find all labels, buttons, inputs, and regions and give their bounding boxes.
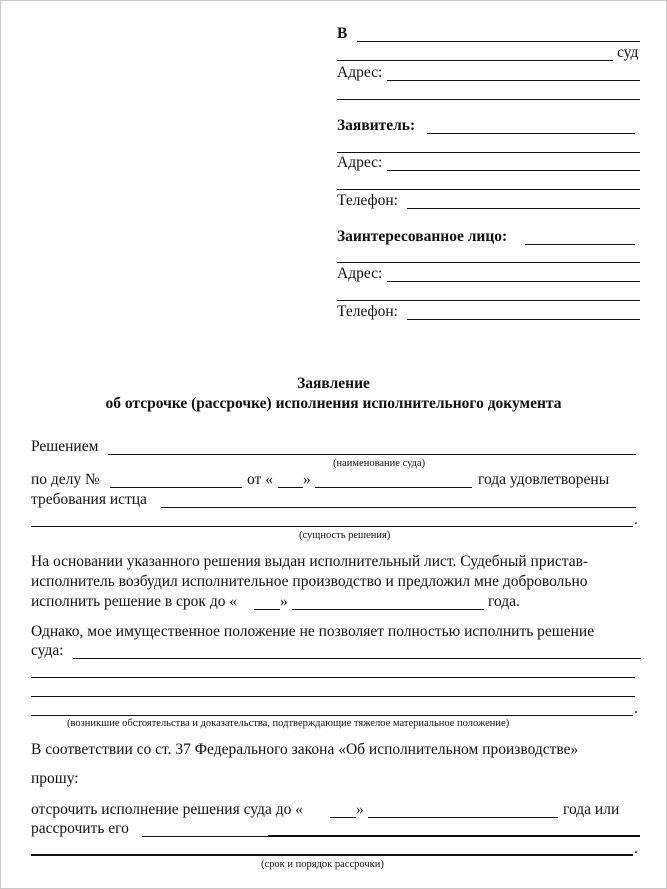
installments-period: . (634, 840, 638, 857)
applicant-address-line (387, 170, 640, 171)
court-name-line (108, 454, 636, 455)
defer-b: » (356, 801, 364, 818)
applicant-line (427, 133, 635, 134)
applicant-line-2 (337, 152, 640, 153)
installments-line (268, 835, 640, 837)
claims-line (161, 507, 636, 508)
interested-address-line-2 (337, 300, 640, 301)
installments-label: рассрочить его (31, 820, 129, 837)
claims-line-2 (31, 526, 633, 527)
ask-label: прошу: (31, 770, 79, 787)
p1-line3-a: исполнить решение в срок до « (31, 593, 238, 610)
interested-phone-line (407, 319, 640, 320)
essence-caption: (сущность решения) (299, 530, 391, 541)
court-line-2 (337, 60, 613, 61)
applicant-label: Заявитель: (337, 117, 416, 134)
circumstances-line-4 (31, 715, 633, 716)
decision-label: Решением (31, 438, 99, 455)
deadline-day-line (254, 609, 280, 610)
address-line (387, 80, 640, 81)
defer-c: года или (563, 801, 620, 818)
interested-label: Заинтересованное лицо: (337, 228, 508, 245)
satisfied-label: года удовлетворены (478, 471, 610, 488)
applicant-phone-line (407, 208, 640, 209)
installments-line-thin (142, 836, 268, 837)
applicant-address-label: Адрес: (337, 154, 383, 171)
case-label: по делу № (31, 471, 100, 488)
interested-address-label: Адрес: (337, 265, 383, 282)
claims-period: . (634, 511, 638, 528)
defer-day-line (330, 817, 356, 818)
law-line: В соответствии со ст. 37 Федерального закона «Об исполнительном производстве» (31, 741, 579, 758)
day-line (278, 487, 303, 488)
interested-phone-label: Телефон: (337, 303, 398, 320)
p1-line2: исполнитель возбудил исполнительное производство и предложил мне добровольно (31, 573, 588, 590)
p1-line3-b: » (280, 593, 288, 610)
p2-line1: Однако, мое имущественное положение не позволяет полностью исполнить решение (31, 623, 595, 640)
circumstances-period: . (634, 700, 638, 717)
from-open: от « (247, 471, 273, 488)
court-suffix: суд (617, 44, 639, 61)
p1-line1: На основании указанного решения выдан исполнительный лист. Судебный пристав- (31, 553, 589, 570)
doc-title: Заявление (297, 375, 370, 392)
interested-address-line (387, 281, 640, 282)
applicant-phone-label: Телефон: (337, 192, 398, 209)
applicant-address-line-2 (337, 189, 640, 190)
case-number-line (110, 487, 242, 488)
circumstances-line-1 (73, 658, 641, 659)
schedule-caption: (срок и порядок рассрочки) (261, 859, 384, 870)
defer-a: отсрочить исполнение решения суда до « (31, 801, 303, 818)
from-close: » (303, 471, 311, 488)
to-label: В (337, 25, 348, 42)
month-line (315, 487, 472, 488)
court-line (357, 41, 640, 42)
address-label: Адрес: (337, 64, 383, 81)
defer-month-line (368, 817, 558, 818)
interested-line-2 (337, 262, 640, 263)
circumstances-line-3 (31, 696, 635, 697)
interested-line (525, 244, 635, 245)
court-name-caption: (наименование суда) (333, 458, 426, 469)
p2-line2: суда: (31, 642, 64, 659)
installments-line-2 (31, 854, 633, 856)
circumstances-line-2 (31, 677, 635, 678)
claims-label: требования истца (31, 491, 147, 508)
circumstances-caption: (возникшие обстоятельства и доказательства, подтверждающие тяжелое материальное положение) (67, 718, 510, 729)
p1-line3-c: года. (488, 593, 520, 610)
address-line-2 (337, 99, 640, 100)
doc-subtitle: об отсрочке (рассрочке) исполнения исполнительного документа (105, 395, 562, 412)
deadline-month-line (292, 609, 484, 610)
